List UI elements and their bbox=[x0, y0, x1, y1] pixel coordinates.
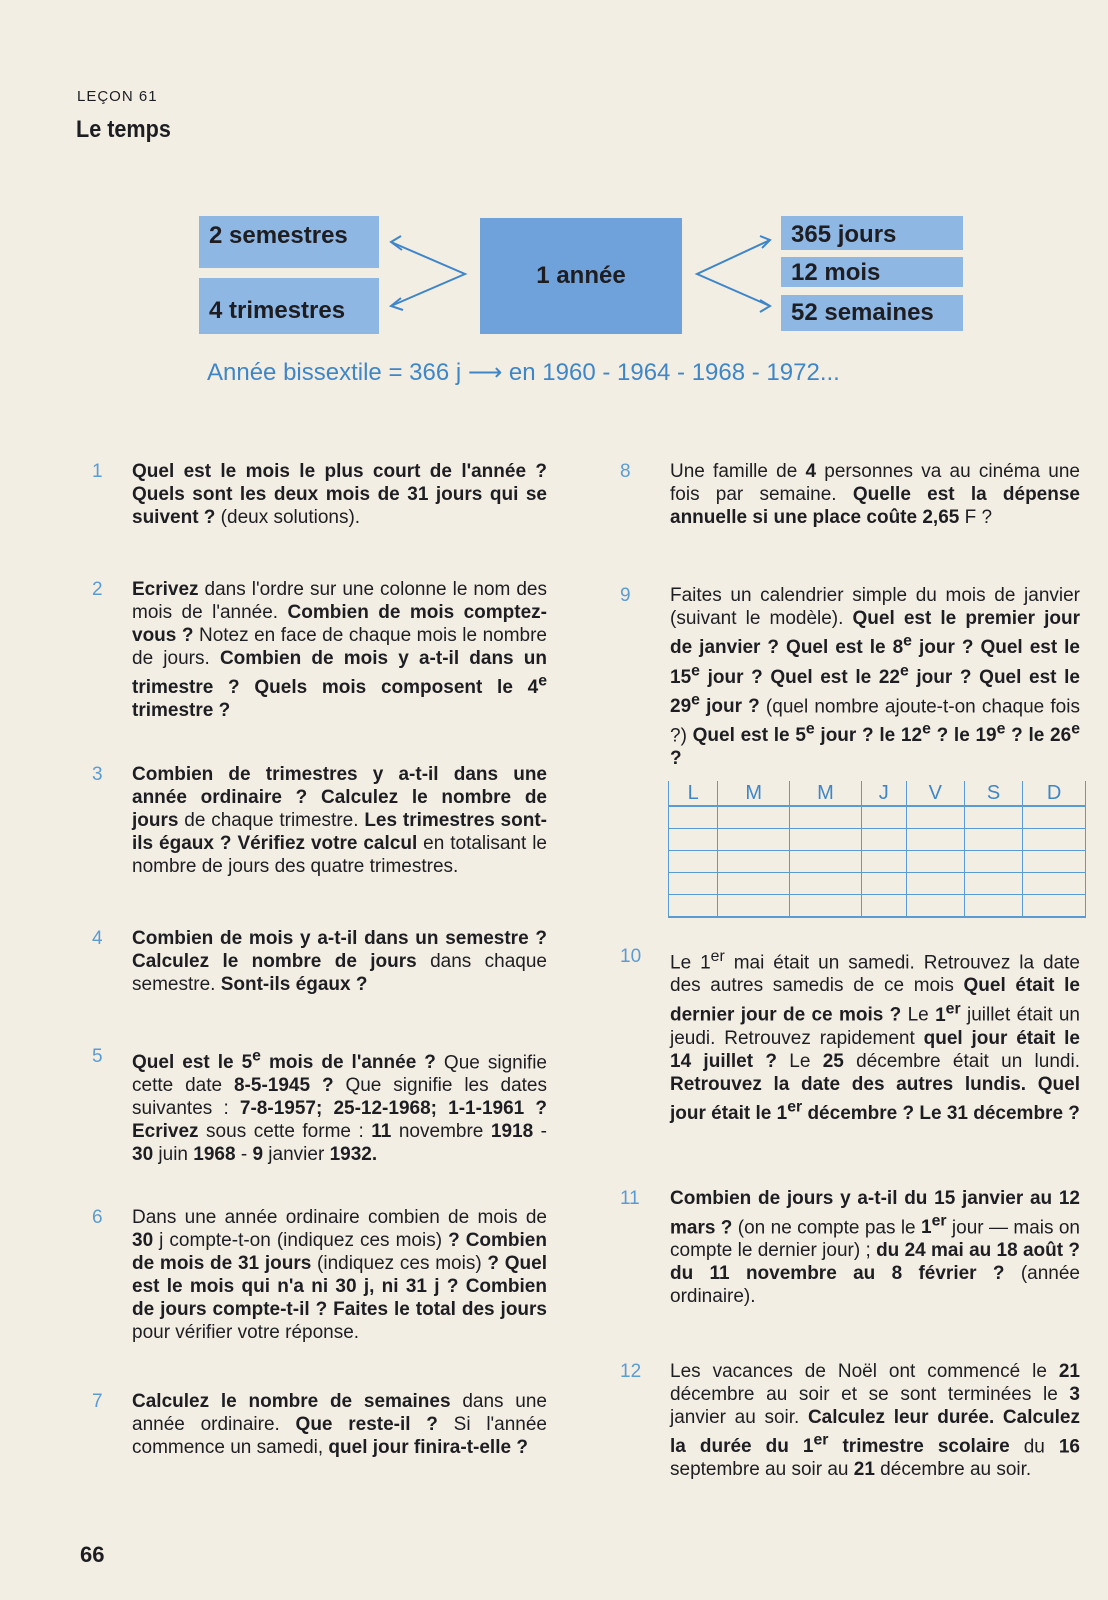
calendar-day: M bbox=[790, 781, 862, 806]
calendar-day: S bbox=[964, 781, 1022, 806]
calendar-day: M bbox=[718, 781, 790, 806]
calendar-day: V bbox=[906, 781, 964, 806]
calendar-day: J bbox=[861, 781, 906, 806]
calendar-day: D bbox=[1023, 781, 1086, 806]
semestres-box: 2 semestres bbox=[199, 216, 379, 268]
exercise-text: Combien de mois y a-t-il dans un semestre ? Calculez le nombre de jours dans chaque semestre. Sont-ils égaux ? bbox=[132, 928, 547, 995]
semaines-box: 52 semaines bbox=[781, 295, 963, 331]
exercise-number: 5 bbox=[92, 1046, 103, 1067]
calendar-row bbox=[669, 806, 1086, 829]
page-number: 66 bbox=[80, 1542, 105, 1567]
bissextile-line: Année bissextile = 366 j ⟶ en 1960 - 1964 - 1968 - 1972... bbox=[207, 359, 840, 386]
exercise-text: Quel est le 5e mois de l'année ? Que signifie cette date 8-5-1945 ? Que signifie les dates suivantes : 7-8-1957; 25-12-1968; 1-1-1961 ? Ecrivez sous cette forme : 11 novembre 1918 - 30 juin 1968 - 9 janvier 1932. bbox=[132, 1048, 547, 1166]
exercise-text: Calculez le nombre de semaines dans une année ordinaire. Que reste-il ? Si l'année commence un samedi, quel jour finira-t-elle ? bbox=[132, 1391, 547, 1458]
exercise-number: 6 bbox=[92, 1207, 103, 1228]
calendar-header bbox=[669, 781, 1086, 806]
exercise-text: Dans une année ordinaire combien de mois de 30 j compte-t-on (indiquez ces mois) ? Combien de mois de 31 jours (indiquez ces mois) ? Quel est le mois qui n'a ni 30 j, ni 31 j ? Combien de jours compte-t-il ? Faites le total des jours pour vérifier votre réponse. bbox=[132, 1207, 547, 1343]
exercise-text: Les vacances de Noël ont commencé le 21 décembre au soir et se sont terminées le 3 janvier au soir. Calculez leur durée. Calculez la durée du 1er trimestre scolaire du 16 septembre au soir au 21 décembre au soir. bbox=[670, 1361, 1080, 1481]
exercise-text: Quel est le mois le plus court de l'année ? Quels sont les deux mois de 31 jours qui se suivent ? (deux solutions). bbox=[132, 461, 547, 528]
annee-box: 1 année bbox=[480, 218, 682, 334]
exercise-number: 8 bbox=[620, 461, 631, 482]
exercise-text: Le 1er mai était un samedi. Retrouvez la date des autres samedis de ce mois Quel était le dernier jour de ce mois ? Le 1er juillet était un jeudi. Retrouvez rapidement quel jour était le 14 juillet ? Le 25 décembre était un lundi. Retrouvez la date des autres lundis. Quel jour était le 1er décembre ? Le 31 décembre ? bbox=[670, 948, 1081, 1124]
diagram-arrows bbox=[0, 0, 1108, 400]
calendar-row bbox=[669, 873, 1086, 895]
calendar-row bbox=[669, 851, 1086, 873]
exercise-text: Faites un calendrier simple du mois de janvier (suivant le modèle). Quel est le premier jour de janvier ? Quel est le 8e jour ? Quel est le 15e jour ? Quel est le 22e jour ? Quel est le 29e jour ? (quel nombre ajoute-t-on chaque fois ?) Quel est le 5e jour ? le 12e ? le 19e ? le 26e ? bbox=[670, 585, 1080, 770]
exercise-text: Combien de jours y a-t-il du 15 janvier au 12 mars ? (on ne compte pas le 1er jour — mais on compte le dernier jour) ; du 24 mai au 18 août ? du 11 novembre au 8 février ? (année ordinaire). bbox=[670, 1188, 1081, 1308]
exercise-number: 12 bbox=[620, 1361, 642, 1382]
calendar-grid bbox=[668, 781, 1086, 918]
exercise-number: 2 bbox=[92, 579, 103, 600]
exercise-number: 9 bbox=[620, 585, 631, 606]
calendar-day: L bbox=[669, 781, 718, 806]
trimestres-box: 4 trimestres bbox=[199, 278, 379, 334]
exercise-number: 3 bbox=[92, 764, 103, 785]
exercise-text: Une famille de 4 personnes va au cinéma une fois par semaine. Quelle est la dépense annuelle si une place coûte 2,65 F ? bbox=[670, 461, 1080, 528]
exercise-text: Ecrivez dans l'ordre sur une colonne le nom des mois de l'année. Combien de mois comptez-vous ? Notez en face de chaque mois le nombre de jours. Combien de mois y a-t-il dans un trimestre ? Quels mois composent le 4e trimestre ? bbox=[132, 579, 547, 722]
exercise-text: Combien de trimestres y a-t-il dans une année ordinaire ? Calculez le nombre de jours de chaque trimestre. Les trimestres sont-ils égaux ? Vérifiez votre calcul en totalisant le nombre de jours des quatre trimestres. bbox=[132, 764, 548, 877]
calendar-row bbox=[669, 829, 1086, 851]
exercise-number: 1 bbox=[92, 461, 103, 482]
exercise-number: 11 bbox=[620, 1188, 640, 1209]
calendar-row bbox=[669, 895, 1086, 918]
exercise-number: 7 bbox=[92, 1391, 103, 1412]
exercise-number: 10 bbox=[620, 946, 642, 967]
jours-box: 365 jours bbox=[781, 216, 963, 250]
page-title: Le temps bbox=[76, 116, 171, 143]
mois-box: 12 mois bbox=[781, 257, 963, 287]
lesson-label: LEÇON 61 bbox=[77, 88, 158, 105]
exercise-number: 4 bbox=[92, 928, 103, 949]
